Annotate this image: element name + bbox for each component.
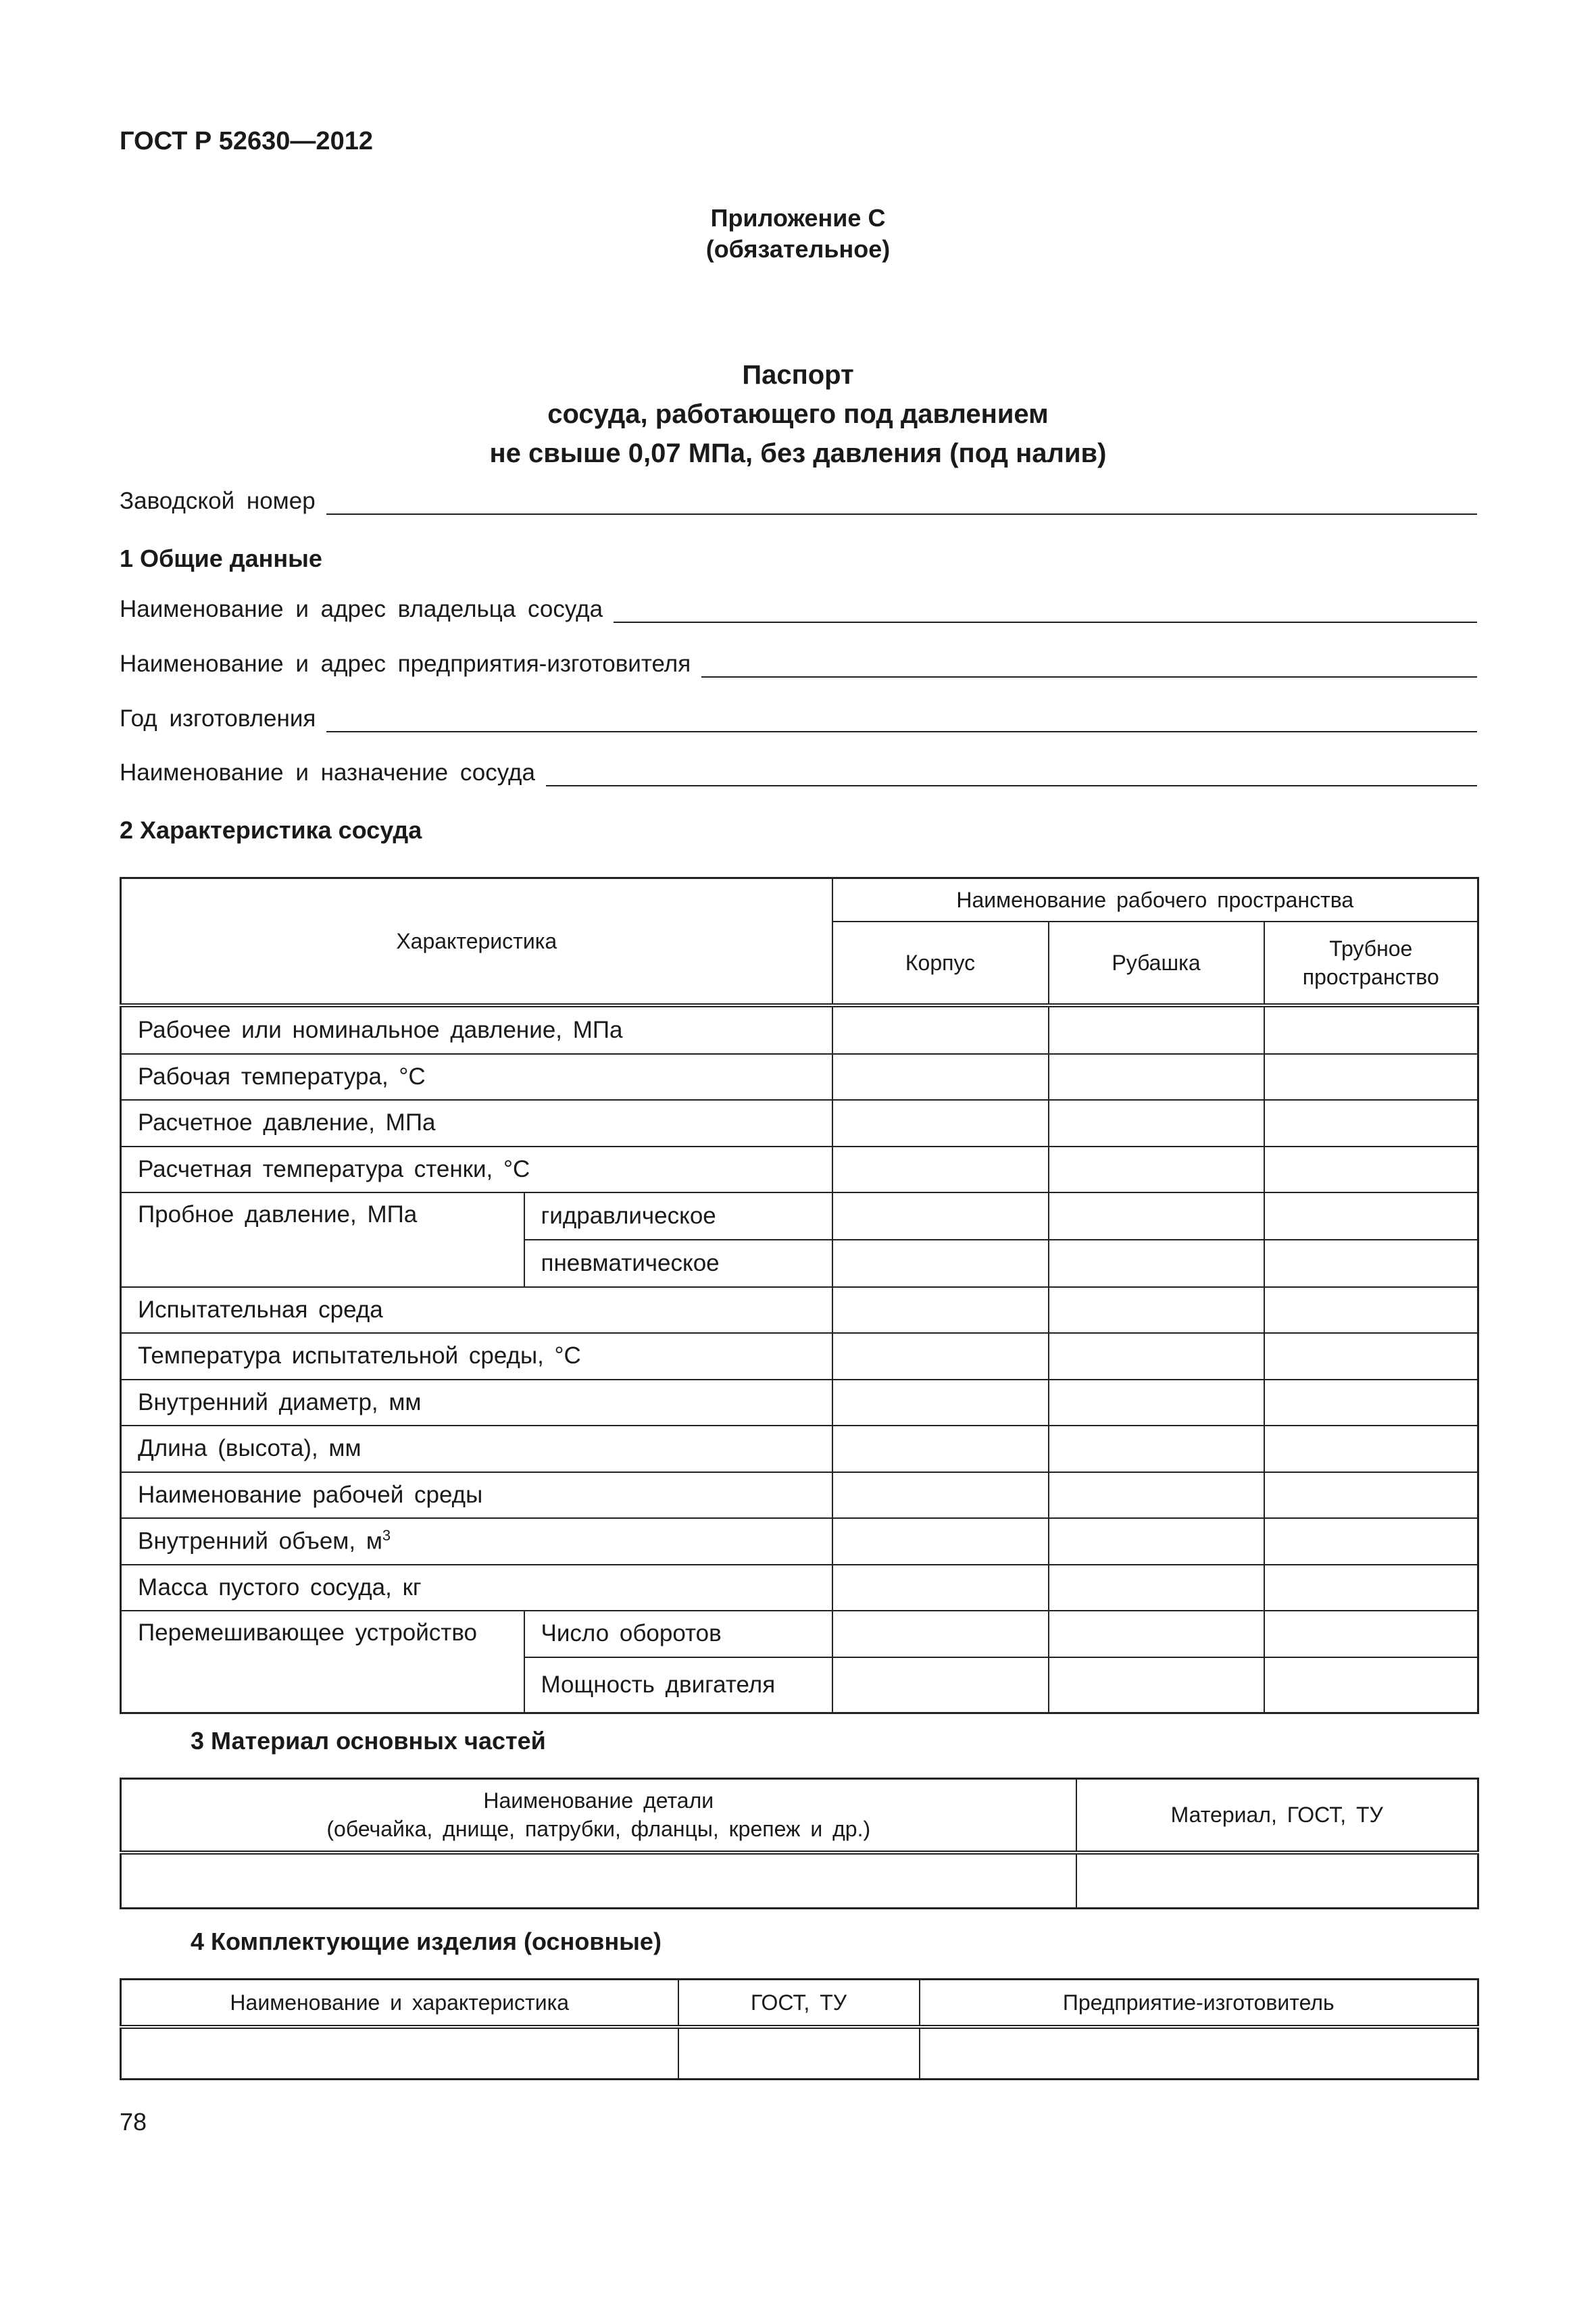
cell-material[interactable] bbox=[1076, 1853, 1478, 1909]
cell-jacket[interactable] bbox=[1049, 1100, 1264, 1147]
header-tube-space-line-2: пространство bbox=[1302, 964, 1439, 989]
cell-gost-tu[interactable] bbox=[678, 2027, 920, 2080]
row-label: Расчетная температура стенки, °С bbox=[121, 1147, 832, 1192]
owner-field[interactable] bbox=[120, 596, 1477, 623]
header-part-name-line-2: (обечайка, днище, патрубки, фланцы, крепеж и др.) bbox=[326, 1817, 871, 1842]
cell-jacket[interactable] bbox=[1049, 1426, 1264, 1472]
header-jacket: Рубашка bbox=[1049, 922, 1264, 1005]
owner-label: Наименование и адрес владельца сосуда bbox=[120, 596, 603, 622]
cell-jacket[interactable] bbox=[1049, 1147, 1264, 1192]
table-header-row bbox=[121, 1779, 1478, 1853]
cell-body[interactable] bbox=[832, 1005, 1049, 1054]
cell-jacket[interactable] bbox=[1049, 1611, 1264, 1657]
cell-jacket[interactable] bbox=[1049, 1054, 1264, 1100]
table-row bbox=[121, 1426, 1478, 1472]
appendix-status: (обязательное) bbox=[705, 235, 891, 263]
cell-body[interactable] bbox=[832, 1147, 1049, 1192]
cell-body[interactable] bbox=[832, 1333, 1049, 1380]
cell-jacket[interactable] bbox=[1049, 1192, 1264, 1240]
table-row bbox=[121, 1518, 1478, 1565]
header-part-name-line-1: Наименование детали bbox=[483, 1788, 714, 1813]
table-row bbox=[121, 1380, 1478, 1426]
cell-tube[interactable] bbox=[1264, 1005, 1478, 1054]
cell-tube[interactable] bbox=[1264, 1100, 1478, 1147]
cell-manufacturer[interactable] bbox=[920, 2027, 1478, 2080]
document-standard-number: ГОСТ Р 52630—2012 bbox=[120, 127, 373, 155]
volume-label: Внутренний объем, м bbox=[138, 1528, 382, 1555]
row-label: Рабочая температура, °С bbox=[121, 1054, 832, 1100]
cell-tube[interactable] bbox=[1264, 1518, 1478, 1565]
vessel-characteristics-table bbox=[120, 877, 1479, 1714]
cell-body[interactable] bbox=[832, 1518, 1049, 1565]
purpose-line[interactable] bbox=[546, 759, 1477, 786]
row-sublabel: Мощность двигателя bbox=[524, 1657, 832, 1713]
table-row bbox=[121, 1333, 1478, 1380]
cell-jacket[interactable] bbox=[1049, 1287, 1264, 1333]
serial-number-label: Заводской номер bbox=[120, 488, 316, 514]
row-label: Рабочее или номинальное давление, МПа bbox=[121, 1005, 832, 1054]
cell-tube[interactable] bbox=[1264, 1472, 1478, 1518]
header-characteristic: Характеристика bbox=[121, 878, 832, 1005]
header-tube-space-line-1: Трубное bbox=[1329, 936, 1413, 961]
cell-body[interactable] bbox=[832, 1611, 1049, 1657]
cell-name-characteristics[interactable] bbox=[121, 2027, 678, 2080]
cell-tube[interactable] bbox=[1264, 1426, 1478, 1472]
cell-tube[interactable] bbox=[1264, 1287, 1478, 1333]
table-row bbox=[121, 1005, 1478, 1054]
header-tube-space bbox=[1264, 922, 1478, 1005]
appendix-title: Приложение С bbox=[710, 204, 886, 232]
cell-body[interactable] bbox=[832, 1054, 1049, 1100]
cell-tube[interactable] bbox=[1264, 1333, 1478, 1380]
row-label: Масса пустого сосуда, кг bbox=[121, 1565, 832, 1611]
header-name-characteristics: Наименование и характеристика bbox=[121, 1980, 678, 2027]
passport-title bbox=[0, 355, 1596, 473]
header-working-space: Наименование рабочего пространства bbox=[832, 878, 1478, 922]
year-line[interactable] bbox=[326, 705, 1477, 732]
cell-jacket[interactable] bbox=[1049, 1380, 1264, 1426]
row-label: Расчетное давление, МПа bbox=[121, 1100, 832, 1147]
table-header-row bbox=[121, 1980, 1478, 2027]
cell-body[interactable] bbox=[832, 1287, 1049, 1333]
serial-number-line[interactable] bbox=[326, 488, 1477, 515]
cell-body[interactable] bbox=[832, 1565, 1049, 1611]
cell-body[interactable] bbox=[832, 1240, 1049, 1287]
cell-tube[interactable] bbox=[1264, 1657, 1478, 1713]
table-row bbox=[121, 1147, 1478, 1192]
cell-tube[interactable] bbox=[1264, 1565, 1478, 1611]
components-table bbox=[120, 1978, 1479, 2080]
table-row bbox=[121, 1472, 1478, 1518]
section-1-heading: 1 Общие данные bbox=[120, 545, 322, 572]
cell-jacket[interactable] bbox=[1049, 1518, 1264, 1565]
header-part-name bbox=[121, 1779, 1076, 1853]
owner-line[interactable] bbox=[614, 596, 1477, 623]
cell-tube[interactable] bbox=[1264, 1611, 1478, 1657]
manufacturer-line[interactable] bbox=[701, 651, 1477, 678]
row-label: Наименование рабочей среды bbox=[121, 1472, 832, 1518]
row-label: Температура испытательной среды, °С bbox=[121, 1333, 832, 1380]
serial-number-field[interactable] bbox=[120, 488, 1477, 515]
table-row bbox=[121, 1287, 1478, 1333]
volume-exponent: 3 bbox=[382, 1527, 391, 1544]
table-row bbox=[121, 1853, 1478, 1909]
cell-jacket[interactable] bbox=[1049, 1333, 1264, 1380]
table-row bbox=[121, 1054, 1478, 1100]
page-number: 78 bbox=[120, 2108, 147, 2136]
cell-jacket[interactable] bbox=[1049, 1472, 1264, 1518]
cell-tube[interactable] bbox=[1264, 1192, 1478, 1240]
materials-table bbox=[120, 1778, 1479, 1909]
cell-body[interactable] bbox=[832, 1100, 1049, 1147]
appendix-heading bbox=[0, 203, 1596, 265]
table-header-row bbox=[121, 878, 1478, 922]
cell-jacket[interactable] bbox=[1049, 1657, 1264, 1713]
cell-body[interactable] bbox=[832, 1472, 1049, 1518]
header-body: Корпус bbox=[832, 922, 1049, 1005]
row-label: Испытательная среда bbox=[121, 1287, 832, 1333]
cell-body[interactable] bbox=[832, 1426, 1049, 1472]
passport-title-line-1: Паспорт bbox=[742, 360, 854, 390]
cell-part-name[interactable] bbox=[121, 1853, 1076, 1909]
table-row bbox=[121, 1611, 1478, 1657]
cell-tube[interactable] bbox=[1264, 1147, 1478, 1192]
passport-title-line-2: сосуда, работающего под давлением bbox=[547, 399, 1049, 429]
header-material: Материал, ГОСТ, ТУ bbox=[1076, 1779, 1478, 1853]
cell-body[interactable] bbox=[832, 1657, 1049, 1713]
cell-jacket[interactable] bbox=[1049, 1005, 1264, 1054]
cell-tube[interactable] bbox=[1264, 1240, 1478, 1287]
header-manufacturer: Предприятие-изготовитель bbox=[920, 1980, 1478, 2027]
table-row bbox=[121, 2027, 1478, 2080]
table-row bbox=[121, 1100, 1478, 1147]
passport-title-line-3: не свыше 0,07 МПа, без давления (под налив) bbox=[489, 438, 1107, 468]
purpose-field[interactable] bbox=[120, 759, 1477, 786]
cell-jacket[interactable] bbox=[1049, 1565, 1264, 1611]
section-4-heading: 4 Комплектующие изделия (основные) bbox=[191, 1928, 662, 1955]
row-label-volume bbox=[121, 1518, 832, 1565]
section-2-heading: 2 Характеристика сосуда bbox=[120, 816, 422, 844]
year-field[interactable] bbox=[120, 705, 1477, 732]
cell-tube[interactable] bbox=[1264, 1380, 1478, 1426]
cell-tube[interactable] bbox=[1264, 1054, 1478, 1100]
header-gost-tu: ГОСТ, ТУ bbox=[678, 1980, 920, 2027]
row-label: Перемешивающее устройство bbox=[121, 1611, 524, 1713]
row-label: Длина (высота), мм bbox=[121, 1426, 832, 1472]
table-row bbox=[121, 1565, 1478, 1611]
row-sublabel: пневматическое bbox=[524, 1240, 832, 1287]
cell-jacket[interactable] bbox=[1049, 1240, 1264, 1287]
cell-body[interactable] bbox=[832, 1380, 1049, 1426]
section-3-heading: 3 Материал основных частей bbox=[191, 1727, 546, 1755]
row-label: Пробное давление, МПа bbox=[121, 1192, 524, 1287]
row-sublabel: Число оборотов bbox=[524, 1611, 832, 1657]
manufacturer-label: Наименование и адрес предприятия-изготовителя bbox=[120, 651, 691, 677]
year-label: Год изготовления bbox=[120, 705, 316, 732]
table-row bbox=[121, 1192, 1478, 1240]
manufacturer-field[interactable] bbox=[120, 651, 1477, 678]
row-sublabel: гидравлическое bbox=[524, 1192, 832, 1240]
row-label: Внутренний диаметр, мм bbox=[121, 1380, 832, 1426]
cell-body[interactable] bbox=[832, 1192, 1049, 1240]
purpose-label: Наименование и назначение сосуда bbox=[120, 759, 535, 786]
